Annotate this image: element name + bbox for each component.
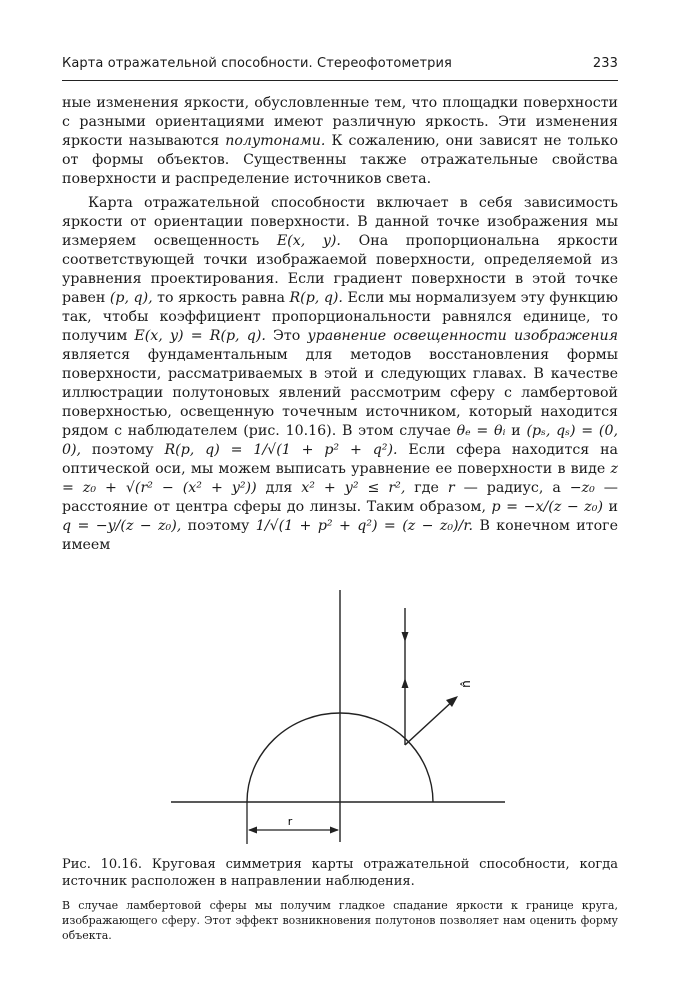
- radius-label: r: [287, 815, 293, 828]
- p2-text-9: Если сфера находится на оптической оси, мы можем выписать уравнение ее поверхности в виде: [62, 442, 618, 477]
- header-rule: [62, 80, 618, 81]
- p2-formula-6: (pₛ, qₛ) = (0, 0),: [62, 423, 618, 458]
- figure-note: В случае ламбертовой сферы мы получим гладкое спадание яркости к границе круга, изображающего сферу. Этот эффект возникновения полутонов позволяет нам оценить форму объекта.: [62, 899, 618, 942]
- p2-text-16: В конечном итоге имеем: [62, 518, 618, 553]
- p2-formula-9: x² + y² ≤ r²,: [301, 480, 406, 496]
- p2-formula-7: R(p, q) = 1/√(1 + p² + q²).: [164, 442, 398, 458]
- figure-caption: Рис. 10.16. Круговая симметрия карты отражательной способности, когда источник расположен в направлении наблюдения.: [62, 857, 618, 889]
- radius-arrow-right: [330, 827, 339, 834]
- light-ray-arrow-lower: [402, 678, 409, 688]
- term-image-irradiance-equation: уравнение освещенности изображения: [307, 328, 618, 344]
- p2-formula-2: (p, q),: [109, 290, 153, 306]
- p2-formula-13: q = −y/(z − z₀),: [62, 518, 182, 534]
- p2-text-13: — расстояние от центра сферы до линзы. Таким образом,: [62, 480, 618, 515]
- figure-lambertian-sphere: [165, 580, 515, 850]
- paragraph-1: [62, 94, 618, 189]
- p2-formula-5: θₑ = θᵢ: [456, 423, 506, 439]
- p2-formula-12: p = −x/(z − z₀): [491, 499, 603, 515]
- p2-text-5: Это: [265, 328, 308, 344]
- p2-formula-3: R(p, q).: [289, 290, 343, 306]
- p2-text-8: поэтому: [81, 442, 165, 458]
- paragraph-1-text-b: К сожалению, они зависят не только от формы объектов. Существенны также отражательные свойства поверхности и распределение источников света.: [62, 133, 618, 187]
- p2-formula-14: 1/√(1 + p² + q²) = (z − z₀)/r.: [255, 518, 474, 534]
- p2-text-1: Карта отражательной способности включает в себя зависимость яркости от ориентации поверхности. В данной точке изображения мы измеряем освещенность: [62, 195, 618, 249]
- p2-text-14: и: [602, 499, 618, 515]
- p2-formula-4: E(x, y) = R(p, q).: [134, 328, 266, 344]
- term-halftones: полутонами.: [225, 133, 326, 149]
- p2-text-3: то яркость равна: [152, 290, 290, 306]
- light-ray-arrow-upper: [402, 632, 409, 642]
- page-number: 233: [592, 56, 618, 71]
- p2-text-11: где: [405, 480, 448, 496]
- p2-formula-10: r: [447, 480, 455, 496]
- p2-text-2: Она пропорциональна яркости соответствующей точки изображаемой поверхности, определяемой из уравнения проектирования. Если градиент поверхности в этой точке равен: [62, 233, 618, 306]
- surface-normal: [405, 698, 456, 745]
- p2-formula-1: E(x, y).: [276, 233, 341, 249]
- paragraph-1-text-a: ные изменения яркости, обусловленные тем, что площадки поверхности с разными ориентациями имеют различную яркость. Эти изменения яркости называются: [62, 95, 618, 149]
- radius-arrow-left: [248, 827, 257, 834]
- p2-formula-8: z = z₀ + √(r² − (x² + y²)): [62, 461, 618, 496]
- p2-text-10: для: [256, 480, 302, 496]
- running-title: Карта отражательной способности. Стереофотометрия: [62, 56, 452, 71]
- p2-text-7: и: [505, 423, 527, 439]
- p2-text-4: Если мы нормализуем эту функцию так, чтобы коэффициент пропорциональности равнялся единице, то получим: [62, 290, 619, 344]
- normal-label: n̂: [459, 680, 473, 688]
- paragraph-2: [62, 194, 618, 555]
- p2-formula-11: −z₀: [569, 480, 595, 496]
- p2-text-12: — радиус, а: [454, 480, 570, 496]
- running-header: [62, 56, 618, 71]
- p2-text-15: поэтому: [181, 518, 256, 534]
- p2-text-6: является фундаментальным для методов восстановления формы поверхности, рассматриваемых в этой и следующих главах. В качестве иллюстрации полутоновых явлений рассмотрим сферу с ламбертовой поверхностью, освещенную точечным источником, который находится рядом с наблюдателем (рис. 10.16). В этом случае: [62, 347, 618, 439]
